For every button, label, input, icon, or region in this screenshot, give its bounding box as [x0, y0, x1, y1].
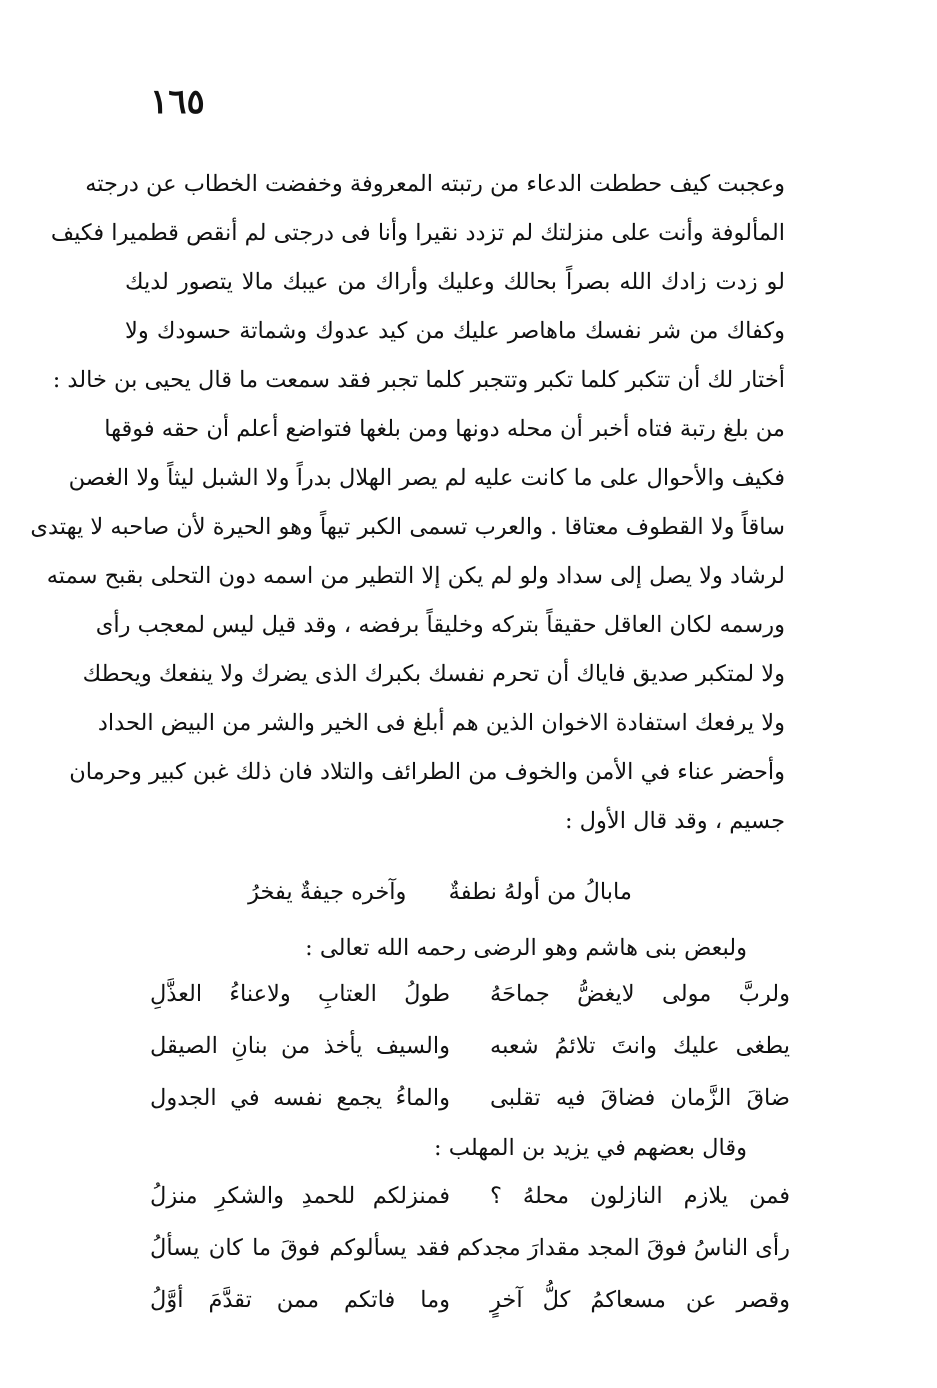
hemistich-first: فمن يلازم النازلون محلهُ ؟	[490, 1183, 790, 1209]
verse-hemistich-first: مابالُ من أولهُ نطفةٌ	[448, 879, 632, 905]
text-line: المألوفة وأنت على منزلتك لم تزدد نقيرا وأنا فى درجتى لم أنقص قطميرا فكيف	[50, 220, 785, 246]
text-line: جسيم ، وقد قال الأول :	[564, 808, 785, 834]
hemistich-first: وقصر عن مسعاكمُ كلُّ آخرٍ	[490, 1287, 790, 1313]
text-line: ولا يرفعك استفادة الاخوان الذين هم أبلغ فى الخير والشر من البيض الحداد	[97, 710, 785, 736]
page-number: ١٦٥	[150, 82, 205, 122]
couplet	[150, 1274, 790, 1326]
text-line: ورسمه لكان العاقل حقيقاً بتركه وخليقاً برفضه ، وقد قيل ليس لمعجب رأى	[95, 612, 785, 638]
hemistich-second: فقد يسألوكم فوقَ ما كان يسألُ	[150, 1235, 450, 1261]
couplet	[150, 1020, 790, 1072]
poem-block	[150, 1170, 790, 1326]
hemistich-first: رأى الناسُ فوقَ المجد مقدارَ مجدكم	[456, 1235, 790, 1261]
text-line: لرشاد ولا يصل إلى سداد ولو لم يكن إلا التطير من اسمه دون التحلى بقبح سمته	[46, 563, 785, 589]
hemistich-first: يطغى عليك وانتَ تلائمُ شعبه	[490, 1033, 790, 1059]
text-line: ساقاً ولا القطوف معتاقا . والعرب تسمى الكبر تيهاً وهو الحيرة لأن صاحبه لا يهتدى	[30, 514, 785, 540]
hemistich-first: ضاقَ الزَّمان فضاقَ فيه تقلبى	[490, 1085, 790, 1111]
text-line: وأحضر عناء في الأمن والخوف من الطرائف والتلاد فان ذلك غبن كبير وحرمان	[69, 759, 785, 785]
hemistich-second: والماءُ يجمع نفسه في الجدول	[150, 1085, 450, 1111]
text-line: من بلغ رتبة فتاه أخبر أن محله دونها ومن بلغها فتواضع أعلم أن حقه فوقها	[104, 416, 785, 442]
text-line: أختار لك أن تتكبر كلما تكبر وتتجبر كلما تجبر فقد سمعت ما قال يحيى بن خالد :	[52, 367, 785, 393]
poem-intro: وقال بعضهم في يزيد بن المهلب :	[434, 1135, 747, 1161]
text-line: وعجبت كيف حططت الدعاء من رتبته المعروفة وخفضت الخطاب عن درجته	[85, 171, 785, 197]
poem-block	[150, 968, 790, 1124]
text-line: لو زدت زادك الله بصراً بحالك وعليك وأراك من عيبك مالا يتصور لديك	[125, 269, 785, 295]
couplet	[150, 1222, 790, 1274]
hemistich-second: طولُ العتابِ ولاعناءُ العذَّلِ	[150, 981, 450, 1007]
hemistich-first: ولربَّ مولى لايغضُّ جماحَهُ	[490, 981, 790, 1007]
prose-paragraph	[30, 160, 785, 846]
text-line: فكيف والأحوال على ما كانت عليه لم يصر الهلال بدراً ولا الشبل ليثاً ولا الغصن	[68, 465, 785, 491]
hemistich-second: وما فاتكم ممن تقدَّمَ أوَّلُ	[150, 1287, 450, 1313]
verse-hemistich-second: وآخره جيفةٌ يفخرُ	[248, 879, 407, 905]
hemistich-second: فمنزلكم للحمدِ والشكرِ منزلُ	[150, 1183, 450, 1209]
poem-intro: ولبعض بنى هاشم وهو الرضى رحمه الله تعالى :	[305, 935, 747, 961]
text-line: وكفاك من شر نفسك ماهاصر عليك من كيد عدوك وشماتة حسودك ولا	[125, 318, 785, 344]
single-verse	[230, 868, 650, 916]
couplet	[150, 1170, 790, 1222]
text-line: ولا لمتكبر صديق فاياك أن تحرم نفسك بكبرك الذى يضرك ولا ينفعك ويحطك	[82, 661, 785, 687]
couplet	[150, 1072, 790, 1124]
couplet	[150, 968, 790, 1020]
hemistich-second: والسيف يأخذ من بنانِ الصيقل	[150, 1033, 450, 1059]
